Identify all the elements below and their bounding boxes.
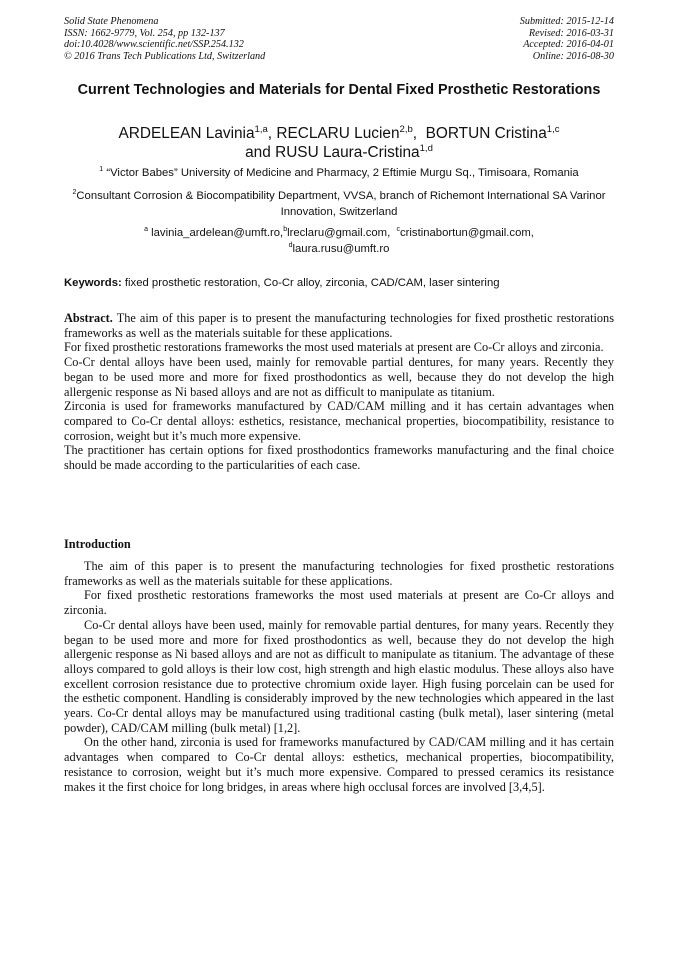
keywords-text: fixed prosthetic restoration, Co-Cr alloy, zirconia, CAD/CAM, laser sintering — [124, 277, 500, 289]
abstract — [64, 311, 614, 473]
intro-paragraph: The aim of this paper is to present the manufacturing technologies for fixed prosthetic restorations frameworks as well as the materials suitable for these applications. — [64, 559, 614, 588]
journal-issn: ISSN: 1662-9779, Vol. 254, pp 132-137 — [64, 27, 225, 39]
date-accepted: Accepted: 2016-04-01 — [523, 39, 614, 51]
email-sup: c — [396, 226, 400, 234]
keywords-label: Keywords: — [64, 277, 122, 289]
intro-paragraph: On the other hand, zirconia is used for frameworks manufactured by CAD/CAM milling and it has certain advantages when compared to Co-Cr dental alloys: esthetics, mechanical properties, biocompatibility, resistance to corrosion, weight but it’s much more expensive. Compared to pressed ceramics its resistance makes it the first choice for long bridges, in areas where high occlusal forces are involved [3,4,5]. — [64, 735, 614, 794]
abstract-paragraph: Co-Cr dental alloys have been used, mainly for removable partial dentures, for many years. Recently they began to be used more and more for fixed prosthodontics as well, because they do not develop the high allergenic response as Ni based alloys and are not as difficult to manipulate as titanium. — [64, 355, 614, 399]
abstract-label: Abstract. — [64, 311, 113, 325]
date-submitted: Submitted: 2015-12-14 — [519, 16, 614, 27]
intro-paragraph: Co-Cr dental alloys have been used, mainly for removable partial dentures, for many years. Recently they began to be used more and more for fixed prosthodontics as well, because they do not develop the high allergenic response as Ni based alloys and are not as difficult to manipulate as titanium. The advantage of these alloys compared to gold alloys is their low cost, high strength and high elastic modulus. These alloys also have excellent corrosion resistance due to protective chromium oxide layer. High fusing porcelain can be used for the esthetic component. Handling is considerably improved by the new technologies which appeared in the last years. Co-Cr dental alloys may be manufactured using traditional casting (bulk metal), laser sintering (metal powder), CAD/CAM milling (bulk metal) [1,2]. — [64, 617, 614, 735]
abstract-paragraph: For fixed prosthetic restorations frameworks the most used materials at present are Co-Cr alloys and zirconia. — [64, 340, 604, 355]
email-link[interactable]: lreclaru@gmail.com, — [287, 227, 391, 239]
journal-name: Solid State Phenomena — [64, 16, 159, 27]
author-emails — [64, 225, 614, 257]
email-link[interactable]: cristinabortun@gmail.com, — [400, 227, 534, 239]
abstract-paragraph — [64, 311, 614, 340]
author-sup: 1,c — [546, 123, 560, 135]
affiliation-text: “Victor Babes” University of Medicine and Pharmacy, 2 Eftimie Murgu Sq., Timisoara, Romania — [106, 167, 579, 179]
author-sup: 1,d — [419, 142, 433, 154]
affiliation-sup: 2 — [72, 189, 77, 197]
keywords — [64, 275, 614, 291]
affiliation-sup: 1 — [99, 166, 104, 174]
email-sup: d — [288, 242, 293, 250]
abstract-text: The aim of this paper is to present the manufacturing technologies for fixed prosthetic restorations frameworks as well as the materials suitable for these applications. — [64, 311, 614, 340]
affiliation-1 — [64, 165, 614, 181]
email-sup: a — [144, 226, 148, 234]
date-online: Online: 2016-08-30 — [532, 50, 614, 62]
email-sup: b — [283, 226, 288, 234]
journal-doi: doi:10.4028/www.scientific.net/SSP.254.132 — [64, 39, 244, 51]
affiliation-2 — [64, 188, 614, 220]
author-name: RECLARU Lucien — [276, 125, 400, 142]
author-sup: 1,a — [254, 123, 268, 135]
email-link[interactable]: lavinia_ardelean@umft.ro, — [151, 227, 284, 239]
date-revised: Revised: 2016-03-31 — [528, 27, 614, 39]
intro-paragraph: For fixed prosthetic restorations frameworks the most used materials at present are Co-Cr alloys and zirconia. — [64, 588, 614, 618]
email-link[interactable]: laura.rusu@umft.ro — [292, 243, 390, 255]
introduction-body — [64, 559, 614, 794]
author-name: RUSU Laura-Cristina — [275, 144, 420, 161]
author-list: ARDELEAN Lavinia$^{1,a}$, RECLARU Lucien$^{2,b}$, BORTUN Cristina$^{1,c}$ and RUSU Laura-Cristina$^{1,d}$ — [118, 123, 560, 161]
journal-info — [64, 16, 265, 62]
abstract-paragraph: The practitioner has certain options for fixed prosthodontics frameworks manufacturing and the final choice should be made according to the particularities of each case. — [64, 443, 614, 473]
publication-dates — [520, 16, 614, 62]
affiliation-text: Consultant Corrosion & Biocompatibility Department, VVSA, branch of Richemont International SA Varinor Innovation, Switzerland — [76, 190, 606, 218]
abstract-paragraph: Zirconia is used for frameworks manufactured by CAD/CAM milling and it has certain advantages when compared to Co-Cr dental alloys: esthetics, resistance, mechanical properties, biocompatibility, resistance to corrosion, weight but it’s much more expensive. — [64, 399, 614, 443]
author-name: BORTUN Cristina — [425, 125, 547, 142]
section-heading-introduction: Introduction — [64, 537, 131, 551]
journal-copyright: © 2016 Trans Tech Publications Ltd, Switzerland — [64, 50, 266, 62]
author-conjunction: and — [245, 144, 271, 161]
author-sup: 2,b — [399, 123, 413, 135]
author-name: ARDELEAN Lavinia — [118, 125, 255, 142]
paper-title: Current Technologies and Materials for Dental Fixed Prosthetic Restorations — [77, 82, 601, 98]
